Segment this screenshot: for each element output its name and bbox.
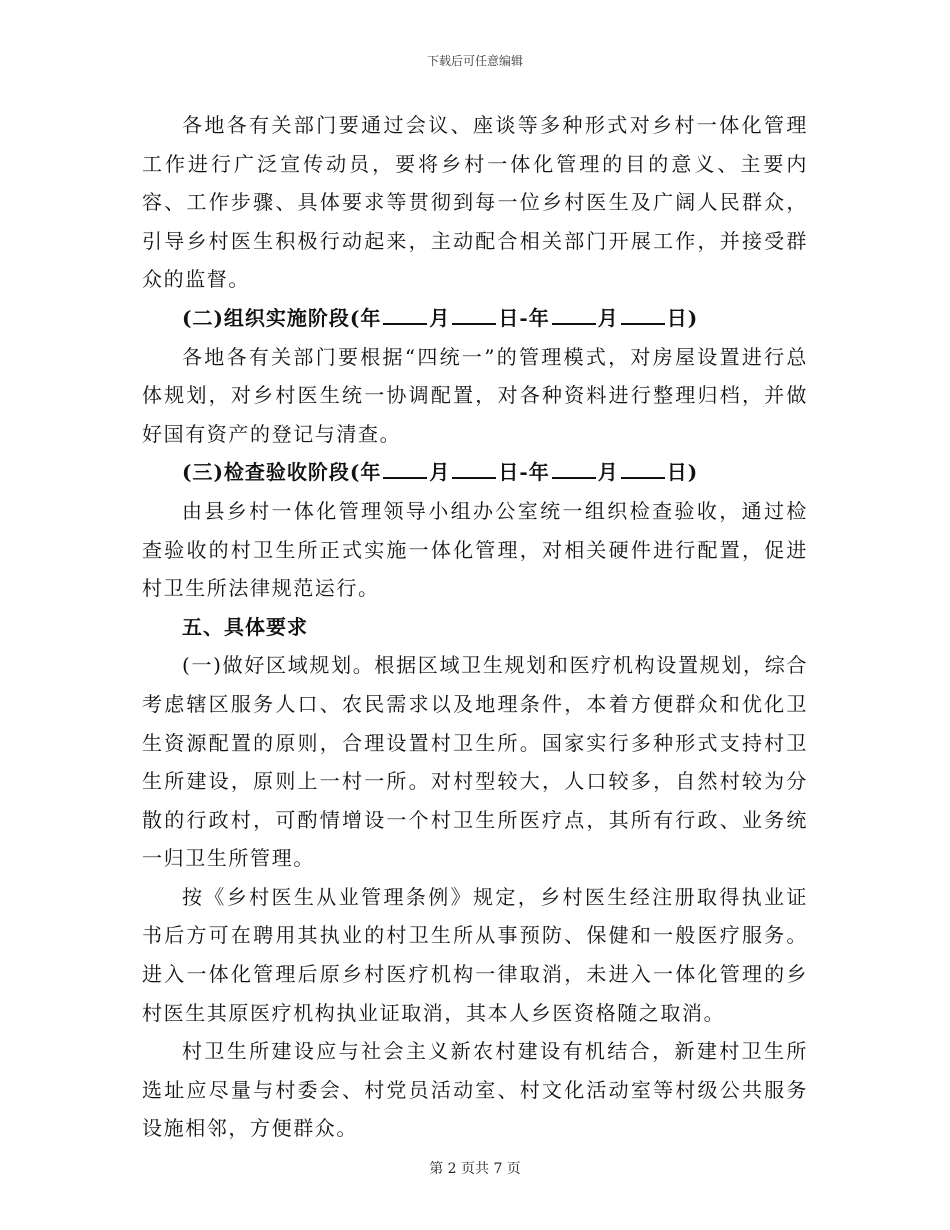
heading-month: 月 — [429, 460, 451, 485]
blank-field — [452, 305, 496, 325]
heading-label: (三)检查验收阶段(年 — [182, 460, 382, 485]
paragraph-inspection: 由县乡村一体化管理领导小组办公室统一组织检查验收，通过检查验收的村卫生所正式实施一体化管理，对相关硬件进行配置，促进村卫生所法律规范运行。 — [142, 498, 808, 601]
blank-field — [621, 459, 665, 479]
page-header: 下载后可任意编辑 — [426, 54, 523, 68]
heading-label: (二)组织实施阶段(年 — [182, 305, 382, 330]
paragraph-construction: 村卫生所建设应与社会主义新农村建设有机结合，新建村卫生所选址应尽量与村委会、村党员活动室、村文化活动室等村级公共服务设施相邻，方便群众。 — [142, 1039, 808, 1141]
heading-day: 日-年 — [498, 305, 550, 330]
heading-inspection-stage — [142, 453, 808, 492]
blank-field — [621, 305, 665, 325]
blank-field — [452, 459, 496, 479]
blank-field — [383, 305, 427, 325]
blank-field — [383, 459, 427, 479]
heading-day: 日) — [666, 305, 699, 330]
blank-field — [552, 459, 596, 479]
blank-field — [552, 305, 596, 325]
heading-specific-requirements: 五、具体要求 — [182, 614, 308, 639]
heading-month: 月 — [597, 305, 619, 330]
paragraph-publicity: 各地各有关部门要通过会议、座谈等多种形式对乡村一体化管理工作进行广泛宣传动员，要将乡村一体化管理的目的意义、主要内容、工作步骤、具体要求等贯彻到每一位乡村医生及广阔人民群众，引导乡村医生积极行动起来，主动配合相关部门开展工作，并接受群众的监督。 — [142, 113, 808, 292]
heading-day: 日) — [666, 460, 699, 485]
document-body — [142, 106, 808, 1148]
heading-month: 月 — [597, 460, 619, 485]
heading-month: 月 — [429, 305, 451, 330]
heading-implementation-stage — [142, 299, 808, 338]
paragraph-regional-planning: (一)做好区域规划。根据区域卫生规划和医疗机构设置规划，综合考虑辖区服务人口、农民需求以及地理条件，本着方便群众和优化卫生资源配置的原则，合理设置村卫生所。国家实行多种形式支持村卫生所建设，原则上一村一所。对村型较大，人口较多，自然村较为分散的行政村，可酌情增设一个村卫生所医疗点，其所有行政、业务统一归卫生所管理。 — [142, 653, 808, 871]
paragraph-regulations: 按《乡村医生从业管理条例》规定，乡村医生经注册取得执业证书后方可在聘用其执业的村卫生所从事预防、保健和一般医疗服务。进入一体化管理后原乡村医疗机构一律取消，未进入一体化管理的乡村医生其原医疗机构执业证取消，其本人乡医资格随之取消。 — [142, 884, 808, 1025]
paragraph-implementation: 各地各有关部门要根据“四统一”的管理模式，对房屋设置进行总体规划，对乡村医生统一协调配置，对各种资料进行整理归档，并做好国有资产的登记与清查。 — [142, 344, 808, 446]
page-footer: 第 2 页共 7 页 — [429, 1161, 521, 1177]
heading-day: 日-年 — [498, 460, 550, 485]
